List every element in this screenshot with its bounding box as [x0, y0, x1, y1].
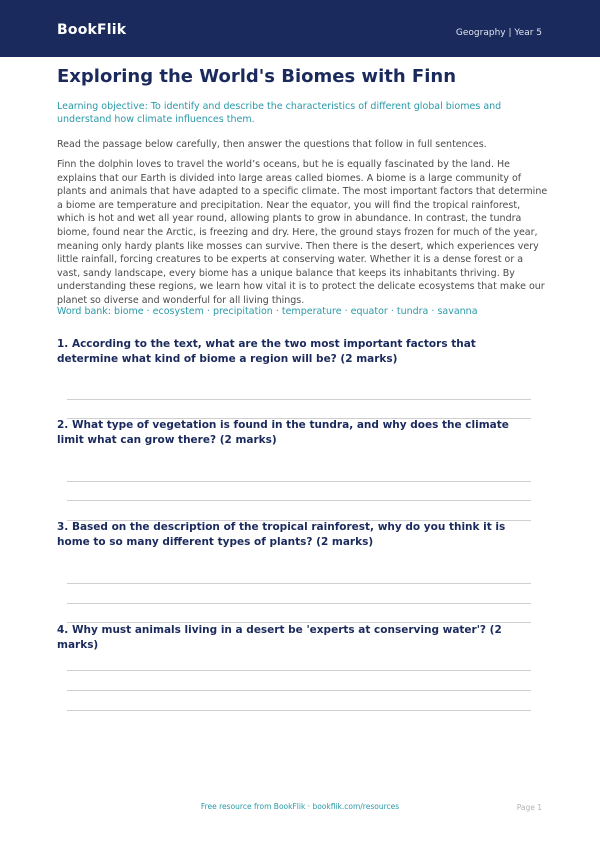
answer-line	[67, 583, 531, 584]
answer-line	[67, 603, 531, 604]
answer-line	[67, 710, 531, 711]
brand-logo: BookFlik	[57, 22, 127, 38]
footer-resource-link[interactable]: Free resource from BookFlik · bookflik.com/resources	[200, 802, 400, 811]
question-3: 3. Based on the description of the tropical rainforest, why do you think it is home to so many different types of plants? (2 marks)	[57, 521, 506, 548]
word-bank: Word bank: biome · ecosystem · precipitation · temperature · equator · tundra · savanna	[57, 306, 478, 317]
learning-objective: Learning objective: To identify and describe the characteristics of different global biomes and understand how climate influences them.	[57, 101, 502, 125]
question-4: 4. Why must animals living in a desert be 'experts at conserving water'? (2 marks)	[57, 624, 502, 651]
page-header	[0, 0, 600, 57]
question-2: 2. What type of vegetation is found in the tundra, and why does the climate limit what can grow there? (2 marks)	[57, 419, 509, 446]
worksheet-title: Exploring the World's Biomes with Finn	[57, 66, 457, 87]
question-1: 1. According to the text, what are the two most important factors that determine what kind of biome a region will be? (2 marks)	[57, 338, 476, 365]
answer-line	[67, 690, 531, 691]
answer-line	[67, 500, 531, 501]
reading-passage: Finn the dolphin loves to travel the world’s oceans, but he is equally fascinated by the land. He explains that our Earth is divided into large areas called biomes. A biome is a large community of plants and animals that have adapted to a specific climate. The most important factors that determine a biome are temperature and precipitation. Near the equator, you will find the tropical rainforest, which is hot and wet all year round, allowing plants to grow in abundance. In contrast, the tundra biome, found near the Arctic, is freezing and dry. Here, the ground stays frozen for much of the year, meaning only hardy plants like mosses can survive. Then there is the desert, which experiences very little rainfall, forcing creatures to be experts at conserving water. Whether it is a dense forest or a vast, sandy landscape, every biome has a unique balance that keeps its inhabitants thriving. By understanding these regions, we learn how vital it is to protect the delicate ecosystems that make our planet so diverse and wonderful for all living things.	[57, 159, 548, 306]
page-number: Page 1	[516, 803, 542, 812]
answer-line	[67, 481, 531, 482]
answer-line	[67, 670, 531, 671]
subject-year-label: Geography | Year 5	[455, 28, 542, 38]
answer-line	[67, 399, 531, 400]
reading-instruction: Read the passage below carefully, then answer the questions that follow in full sentences.	[57, 139, 487, 150]
